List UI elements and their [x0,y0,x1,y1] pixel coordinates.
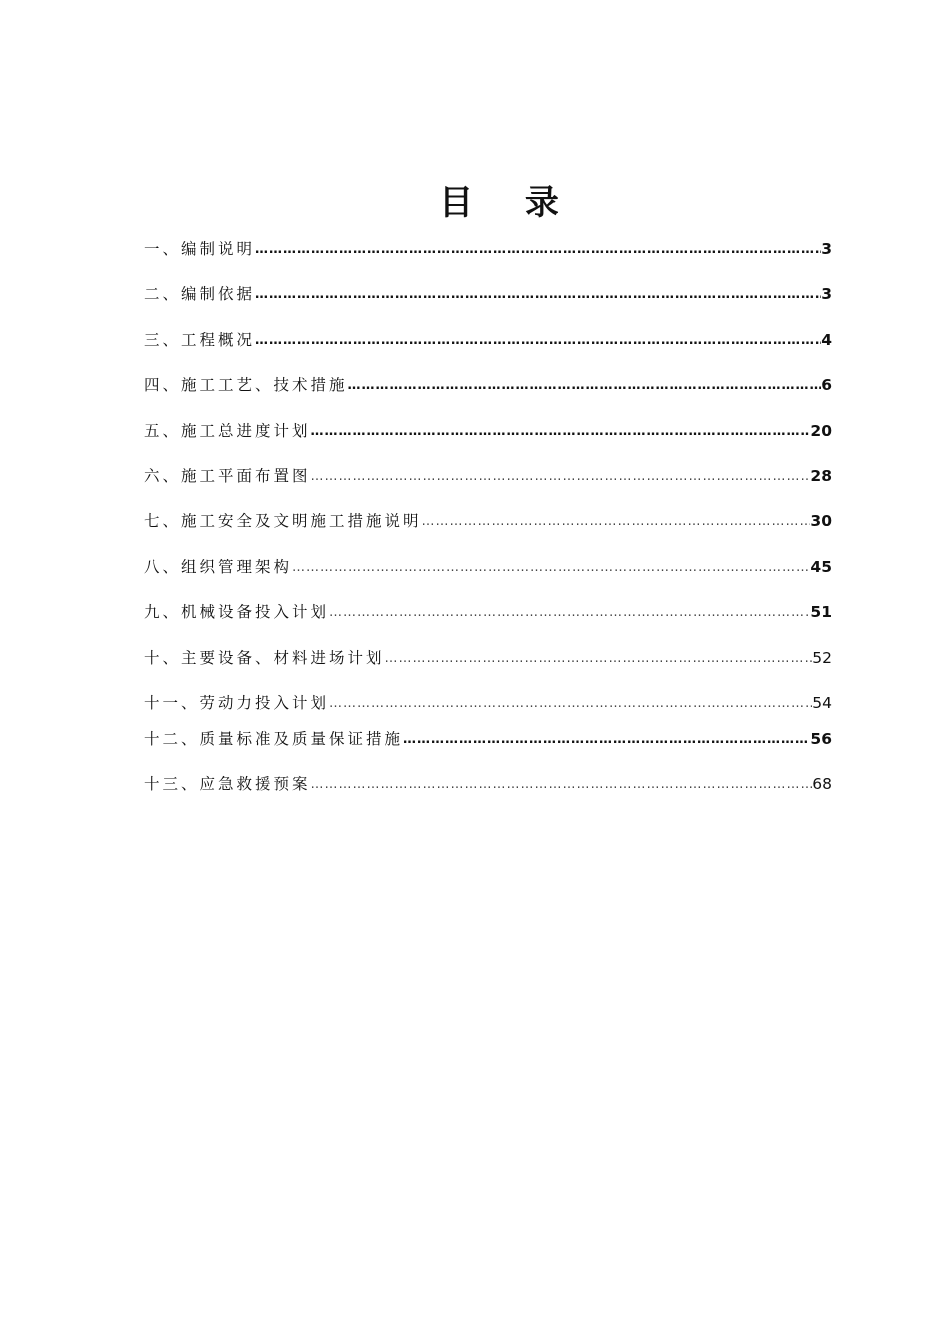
toc-entry-6[interactable] [144,463,832,489]
toc-entry-13[interactable] [144,771,832,797]
toc-entry-label: 十、主要设备、材料进场计划 [144,649,385,667]
toc-entry-page-number: 6 [821,376,832,394]
toc-dot-leader [329,603,810,623]
toc-entry-label: 三、工程概况 [144,331,256,349]
toc-dot-leader [311,422,811,442]
toc-dot-leader [255,285,821,305]
toc-dot-leader [403,730,810,750]
toc-entry-label: 九、机械设备投入计划 [144,603,330,621]
toc-entry-11[interactable] [144,690,832,716]
toc-dot-leader [348,376,822,396]
toc-entry-label: 七、施工安全及文明施工措施说明 [144,512,422,530]
toc-entry-page-number: 20 [810,422,832,440]
toc-entry-label: 十二、质量标准及质量保证措施 [144,730,404,748]
toc-dot-leader [311,467,811,487]
toc-entry-label: 一、编制说明 [144,240,256,258]
toc-entry-5[interactable] [144,418,832,444]
toc-entry-label: 八、组织管理架构 [144,558,293,576]
toc-entry-12[interactable] [144,726,832,752]
toc-entry-2[interactable] [144,281,832,307]
toc-entry-page-number: 68 [812,775,832,793]
toc-entry-label: 四、施工工艺、技术措施 [144,376,348,394]
toc-dot-leader [422,512,811,532]
toc-entry-10[interactable] [144,645,832,671]
toc-dot-leader [329,694,812,714]
toc-entry-page-number: 4 [821,331,832,349]
toc-entry-label: 二、编制依据 [144,285,256,303]
toc-dot-leader [385,649,813,669]
toc-entry-page-number: 3 [821,240,832,258]
toc-entry-1[interactable] [144,236,832,262]
toc-entry-label: 十三、应急救援预案 [144,775,311,793]
toc-dot-leader [292,558,810,578]
toc-entry-page-number: 51 [810,603,832,621]
toc-entry-9[interactable] [144,599,832,625]
toc-entry-page-number: 56 [810,730,832,748]
toc-dot-leader [311,775,813,795]
toc-entry-3[interactable] [144,327,832,353]
toc-entry-page-number: 52 [812,649,832,667]
toc-entry-4[interactable] [144,372,832,398]
toc-entry-page-number: 45 [810,558,832,576]
toc-entry-page-number: 28 [810,467,832,485]
toc-entry-label: 五、施工总进度计划 [144,422,311,440]
toc-entry-page-number: 30 [810,512,832,530]
toc-entry-label: 十一、劳动力投入计划 [144,694,330,712]
toc-entry-7[interactable] [144,508,832,534]
toc-entry-8[interactable] [144,554,832,580]
toc-entry-page-number: 54 [812,694,832,712]
toc-title: 目 录 [439,183,579,223]
toc-dot-leader [255,331,821,351]
toc-entry-label: 六、施工平面布置图 [144,467,311,485]
toc-entry-page-number: 3 [821,285,832,303]
toc-dot-leader [255,240,821,260]
